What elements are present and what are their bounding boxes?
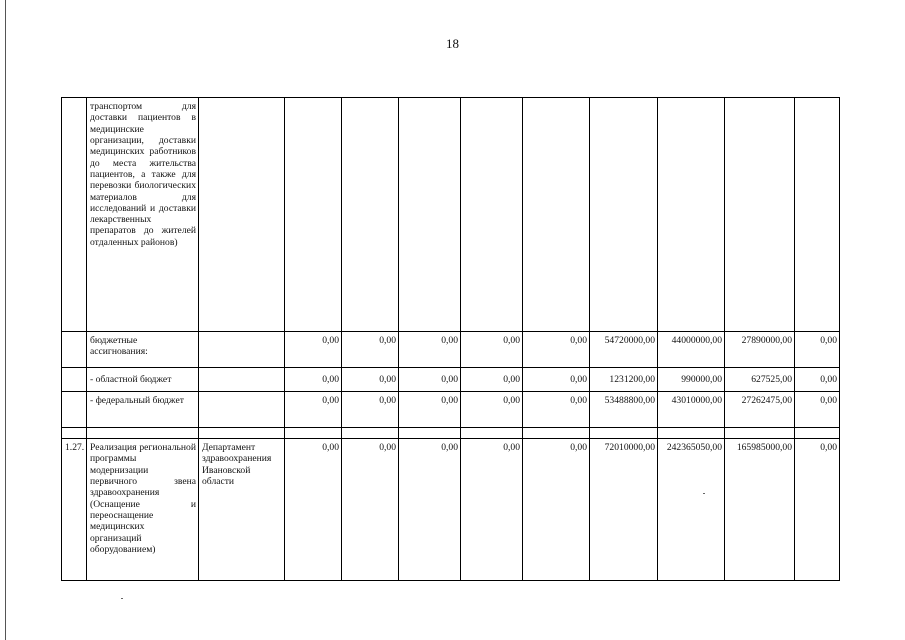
value-cell [523, 98, 590, 332]
value-cell: 0,00 [285, 368, 342, 392]
spacer-cell [399, 428, 461, 439]
row-number-cell [62, 332, 87, 368]
budget-table [61, 97, 840, 581]
value-cell: 0,00 [461, 439, 523, 581]
value-cell: 0,00 [523, 368, 590, 392]
value-cell: 27262475,00 [725, 392, 795, 428]
value-cell: 0,00 [523, 332, 590, 368]
value-cell: 0,00 [285, 392, 342, 428]
spacer-cell [62, 428, 87, 439]
table-row [62, 392, 840, 428]
row-number-cell [62, 98, 87, 332]
value-cell: 627525,00 [725, 368, 795, 392]
value-cell: 0,00 [399, 332, 461, 368]
value-cell: 165985000,00 [725, 439, 795, 581]
spacer-cell [342, 428, 399, 439]
spacer-cell [590, 428, 658, 439]
value-cell: 0,00 [342, 439, 399, 581]
executor-cell [199, 368, 285, 392]
value-cell [285, 98, 342, 332]
spacer-cell [285, 428, 342, 439]
table-row [62, 98, 840, 332]
spacer-cell [87, 428, 199, 439]
value-cell [399, 98, 461, 332]
value-cell: 72010000,00 [590, 439, 658, 581]
table-row [62, 368, 840, 392]
value-cell: 0,00 [399, 392, 461, 428]
row-number-cell: 1.27. [62, 439, 87, 581]
table-row-spacer [62, 428, 840, 439]
spacer-cell [725, 428, 795, 439]
value-cell: 0,00 [795, 439, 840, 581]
executor-cell [199, 98, 285, 332]
value-cell [725, 98, 795, 332]
value-cell: 54720000,00 [590, 332, 658, 368]
value-cell: 242365050,00 [658, 439, 725, 581]
value-cell: 0,00 [342, 368, 399, 392]
value-cell: 0,00 [461, 392, 523, 428]
value-cell: 0,00 [399, 439, 461, 581]
value-cell: 0,00 [342, 332, 399, 368]
value-cell [461, 98, 523, 332]
scan-speck [703, 493, 705, 494]
value-cell: 0,00 [285, 439, 342, 581]
measure-name-cell: - областной бюджет [87, 368, 199, 392]
row-number-cell [62, 368, 87, 392]
executor-cell [199, 332, 285, 368]
value-cell [795, 98, 840, 332]
table-row [62, 439, 840, 581]
spacer-cell [461, 428, 523, 439]
page-edge-line [5, 0, 6, 640]
value-cell: 0,00 [461, 368, 523, 392]
value-cell: 0,00 [285, 332, 342, 368]
measure-name-cell: - федеральный бюджет [87, 392, 199, 428]
spacer-cell [795, 428, 840, 439]
value-cell: 0,00 [399, 368, 461, 392]
value-cell: 0,00 [795, 392, 840, 428]
value-cell [342, 98, 399, 332]
spacer-cell [523, 428, 590, 439]
measure-name-cell: транспортом для доставки пациентов в медицинские организации, доставки медицинских работников до места жительства пациентов, а также для перевозки биологических материалов для исследований и доставки лекарственных препаратов до жителей отдаленных районов) [87, 98, 199, 332]
value-cell: 0,00 [795, 368, 840, 392]
value-cell: 53488800,00 [590, 392, 658, 428]
scan-speck [121, 598, 123, 599]
value-cell: 0,00 [342, 392, 399, 428]
measure-name-cell: Реализация региональной программы модернизации первичного звена здравоохранения (Оснащение и переоснащение медицинских организаций оборудованием) [87, 439, 199, 581]
spacer-cell [199, 428, 285, 439]
page-number: 18 [446, 36, 459, 51]
measure-name-cell: бюджетные ассигнования: [87, 332, 199, 368]
value-cell: 0,00 [795, 332, 840, 368]
value-cell: 43010000,00 [658, 392, 725, 428]
value-cell [590, 98, 658, 332]
value-cell: 0,00 [523, 392, 590, 428]
value-cell: 44000000,00 [658, 332, 725, 368]
value-cell: 0,00 [523, 439, 590, 581]
spacer-cell [658, 428, 725, 439]
value-cell: 990000,00 [658, 368, 725, 392]
executor-cell: Департамент здравоохранения Ивановской области [199, 439, 285, 581]
executor-cell [199, 392, 285, 428]
value-cell [658, 98, 725, 332]
value-cell: 27890000,00 [725, 332, 795, 368]
table-row [62, 332, 840, 368]
value-cell: 0,00 [461, 332, 523, 368]
value-cell: 1231200,00 [590, 368, 658, 392]
row-number-cell [62, 392, 87, 428]
